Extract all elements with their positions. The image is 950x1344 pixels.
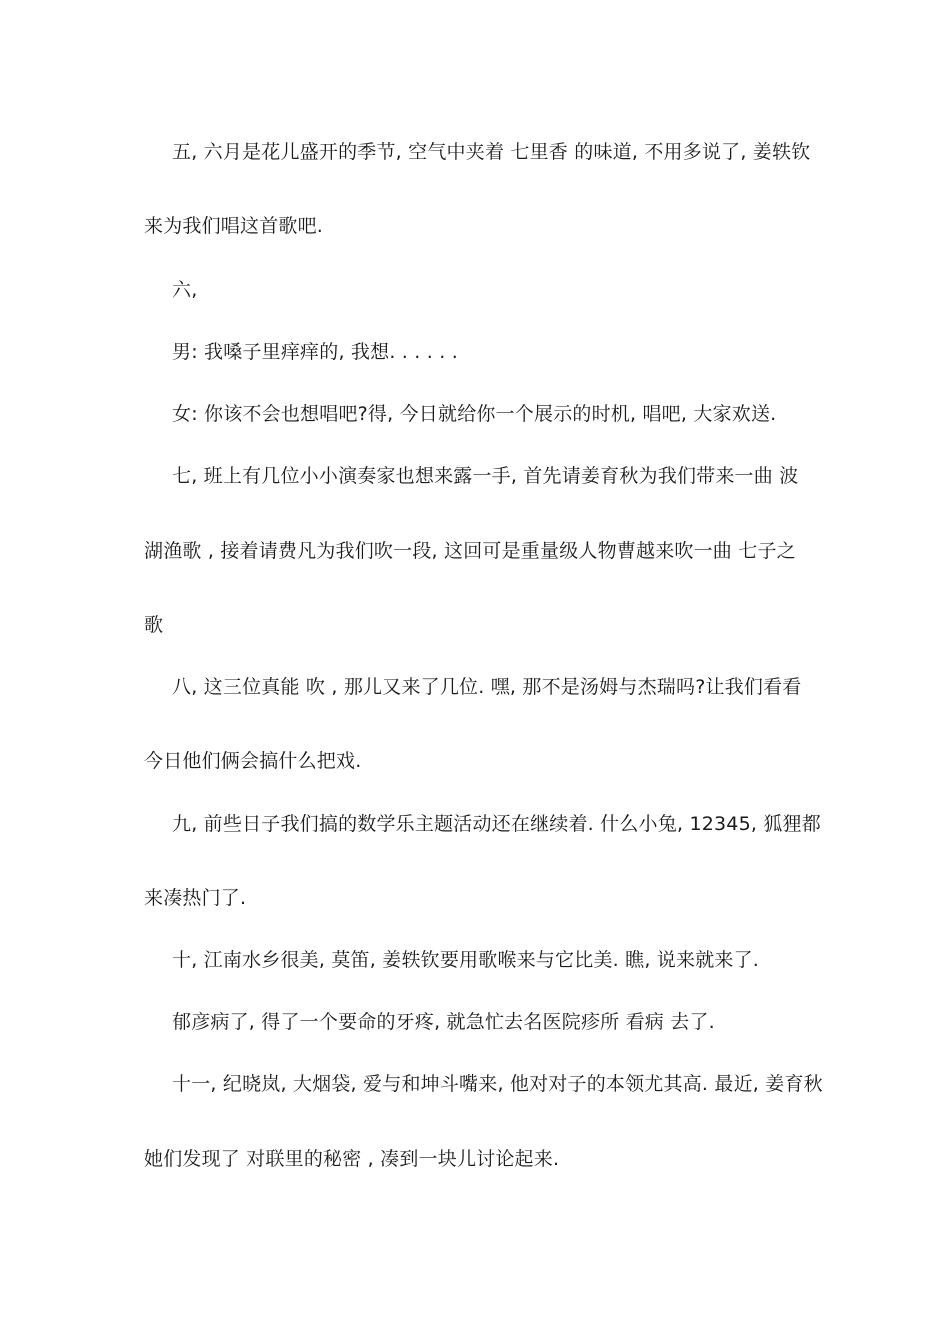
paragraph-line: 来凑热门了.: [144, 887, 247, 909]
paragraph-line: 九, 前些日子我们搞的数学乐主题活动还在继续着. 什么小兔, 12345, 狐狸都: [172, 813, 821, 835]
paragraph-line: 十, 江南水乡很美, 莫笛, 姜轶钦要用歌喉来与它比美. 瞧, 说来就来了.: [172, 949, 760, 971]
paragraph-line: 来为我们唱这首歌吧.: [144, 215, 324, 237]
paragraph-line: 湖渔歌 , 接着请费凡为我们吹一段, 这回可是重量级人物曹越来吹一曲 七子之: [144, 540, 796, 562]
paragraph-line: 她们发现了 对联里的秘密 , 凑到一块儿讨论起来.: [144, 1148, 560, 1170]
paragraph-line: 今日他们俩会搞什么把戏.: [144, 750, 362, 772]
paragraph-line: 八, 这三位真能 吹 , 那儿又来了几位. 嘿, 那不是汤姆与杰瑞吗?让我们看看: [172, 676, 802, 698]
paragraph-line: 五, 六月是花儿盛开的季节, 空气中夹着 七里香 的味道, 不用多说了, 姜轶钦: [172, 141, 811, 163]
paragraph-line: 歌: [144, 614, 164, 636]
paragraph-line: 十一, 纪晓岚, 大烟袋, 爱与和坤斗嘴来, 他对对子的本领尤其高. 最近, 姜育秋: [172, 1073, 823, 1095]
paragraph-line: 郁彦病了, 得了一个要命的牙疼, 就急忙去名医院疹所 看病 去了.: [172, 1011, 715, 1033]
paragraph-line: 男: 我嗓子里痒痒的, 我想. . . . . .: [172, 341, 458, 363]
paragraph-line: 女: 你该不会也想唱吧?得, 今日就给你一个展示的时机, 唱吧, 大家欢送.: [172, 403, 777, 425]
paragraph-line: 六,: [172, 279, 198, 301]
paragraph-line: 七, 班上有几位小小演奏家也想来露一手, 首先请姜育秋为我们带来一曲 波: [172, 465, 799, 487]
